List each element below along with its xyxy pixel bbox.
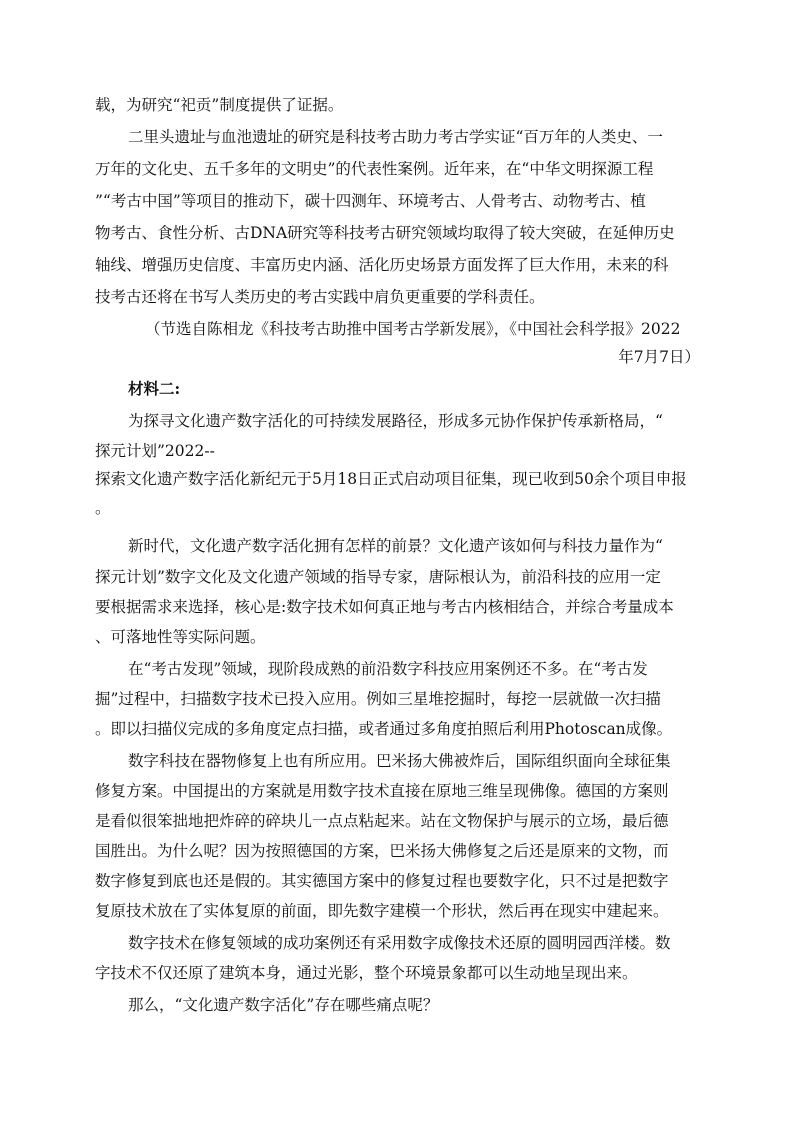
section-heading: 材料二:: [128, 379, 181, 398]
text-line: 轴线、增强历史信度、丰富历史内涵、活化历史场景方面发挥了巨大作用，未来的科: [95, 256, 669, 274]
text-line: 数字修复到底也还是假的。其实德国方案中的修复过程也要数字化，只不过是把数字: [95, 872, 669, 890]
text-line: 技考古还将在书写人类历史的考古实践中肩负更重要的学科责任。: [95, 288, 545, 306]
text-line: 物考古、食性分析、古DNA研究等科技考古研究领域均取得了较大突破，在延伸历史: [95, 224, 675, 242]
source-citation-date: 年7月7日）: [618, 348, 700, 366]
text-line: 载，为研究“祀贡”制度提供了证据。: [95, 96, 344, 114]
text-line: 、可落地性等实际问题。: [95, 628, 266, 646]
text-line: 字技术不仅还原了建筑本身，通过光影，整个环境景象都可以生动地呈现出来。: [95, 964, 638, 982]
text-line: 复原技术放在了实体复原的前面，即先数字建模一个形状，然后再在现实中建起来。: [95, 902, 669, 920]
text-line: 修复方案。中国提出的方案就是用数字技术直接在原地三维呈现佛像。德国的方案则: [95, 782, 669, 800]
text-line: 数字技术在修复领域的成功案例还有采用数字成像技术还原的圆明园西洋楼。数: [128, 934, 671, 952]
text-line: 那么，“文化遗产数字活化”存在哪些痛点呢？: [128, 996, 439, 1014]
text-line: 。即以扫描仪完成的多角度定点扫描，或者通过多角度拍照后利用Photoscan成像。: [95, 720, 673, 738]
text-line: 新时代，文化遗产数字活化拥有怎样的前景？文化遗产该如何与科技力量作为“: [128, 537, 663, 555]
source-citation: （节选自陈相龙《科技考古助推中国考古学新发展》，《中国社会科学报》2022: [145, 320, 681, 338]
text-line: 探元计划”数字文化及文化遗产领域的指导专家，唐际根认为，前沿科技的应用一定: [95, 568, 661, 586]
text-line: 在“考古发现”领域，现阶段成熟的前沿数字科技应用案例还不多。在“考古发: [128, 660, 648, 678]
text-line: 探元计划”2022--: [95, 442, 215, 460]
text-line: 是看似很笨拙地把炸碎的碎块儿一点点粘起来。站在文物保护与展示的立场，最后德: [95, 812, 669, 830]
text-line: 国胜出。为什么呢？因为按照德国的方案，巴米扬大佛修复之后还是原来的文物，而: [95, 842, 669, 860]
text-line: 万年的文化史、五千多年的文明史”的代表性案例。近年来，在“中华文明探源工程: [95, 160, 654, 178]
text-line: 数字科技在器物修复上也有所应用。巴米扬大佛被炸后，国际组织面向全球征集: [128, 752, 671, 770]
text-line: ”“考古中国”等项目的推动下，碳十四测年、环境考古、人骨考古、动物考古、植: [95, 192, 646, 210]
text-line: 为探寻文化遗产数字活化的可持续发展路径，形成多元协作保护传承新格局，“: [128, 412, 663, 430]
text-line: 二里头遗址与血池遗址的研究是科技考古助力考古学实证“百万年的人类史、一: [128, 128, 663, 146]
text-line: 探索文化遗产数字活化新纪元于5月18日正式启动项目征集，现已收到50余个项目申报: [95, 470, 687, 488]
text-line: 要根据需求来选择，核心是:数字技术如何真正地与考古内核相结合，并综合考量成本: [95, 598, 674, 616]
text-line: 。: [95, 499, 111, 517]
text-line: 掘”过程中，扫描数字技术已投入应用。例如三星堆挖掘时，每挖一层就做一次扫描: [95, 690, 661, 708]
